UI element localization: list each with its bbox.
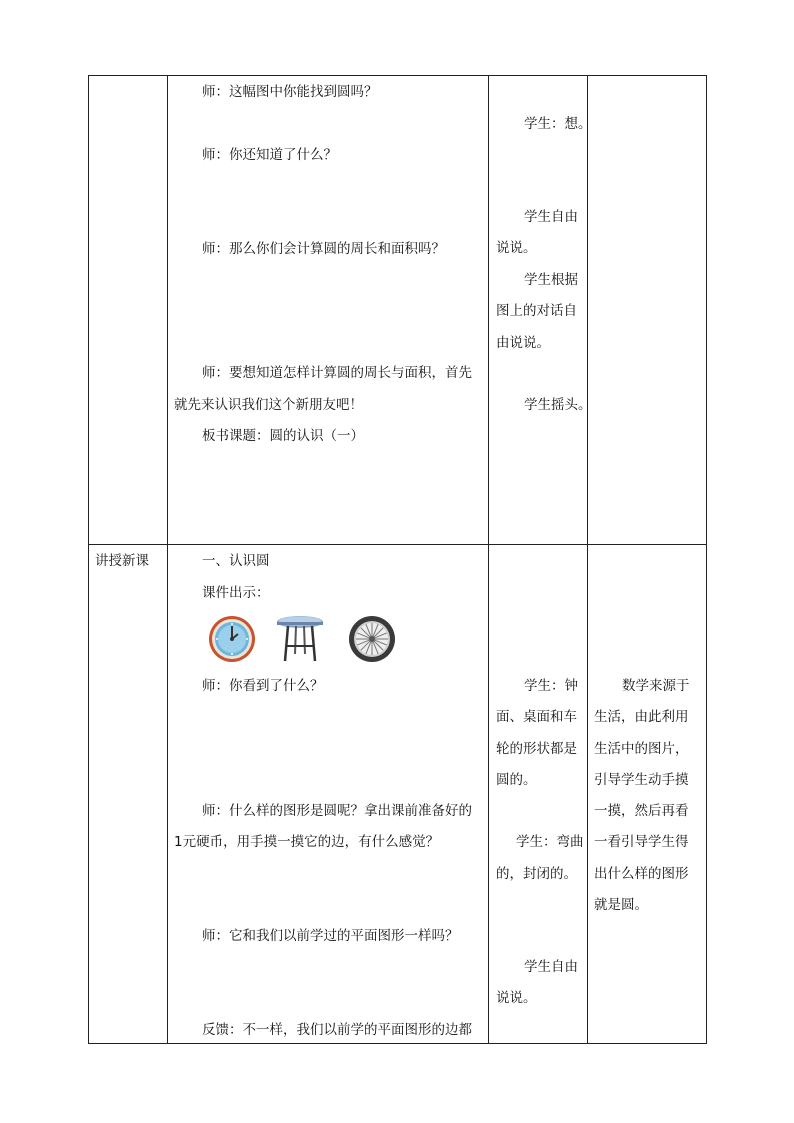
student-line: 轮的形状都是 — [496, 741, 577, 757]
table-row-divider — [88, 544, 707, 545]
note-line: 一摸，然后再看 — [594, 803, 689, 819]
student-line: 学生摇头。 — [524, 397, 592, 413]
student-line: 由说说。 — [496, 335, 550, 351]
teacher-line: 就先来认识我们这个新朋友吧！ — [174, 397, 363, 413]
teacher-line: 师：你还知道了什么？ — [202, 147, 337, 163]
wheel-icon — [347, 614, 397, 664]
student-line: 学生：弯曲 — [516, 834, 584, 850]
teacher-line: 师：什么样的图形是圆呢？拿出课前准备好的 — [202, 803, 472, 819]
student-line: 学生：想。 — [524, 116, 592, 132]
teacher-line: 反馈：不一样，我们以前学的平面图形的边都 — [202, 1022, 472, 1038]
student-line: 面、桌面和车 — [496, 709, 577, 725]
student-line: 图上的对话自 — [496, 303, 577, 319]
teacher-line: 1元硬币，用手摸一摸它的边，有什么感觉？ — [174, 834, 440, 850]
teacher-line: 师：这幅图中你能找到圆吗？ — [202, 84, 378, 100]
teacher-line: 师：它和我们以前学过的平面图形一样吗？ — [202, 928, 459, 944]
student-line: 说说。 — [496, 240, 537, 256]
table-border-bottom — [88, 1043, 707, 1044]
table-border-right — [706, 75, 707, 1044]
student-line: 圆的。 — [496, 772, 537, 788]
student-line: 学生自由 — [524, 959, 578, 975]
teacher-line: 课件出示： — [202, 585, 270, 601]
table-col-divider-3 — [587, 75, 588, 1044]
teacher-line: 一、认识圆 — [202, 553, 270, 569]
table-col-divider-2 — [488, 75, 489, 1044]
table-border-top — [88, 75, 707, 76]
student-line: 说说。 — [496, 990, 537, 1006]
table-icon — [274, 614, 326, 664]
teacher-line: 师：要想知道怎样计算圆的周长与面积，首先 — [202, 365, 472, 381]
student-line: 学生自由 — [524, 209, 578, 225]
student-line: 的，封闭的。 — [496, 866, 577, 882]
student-line: 学生根据 — [524, 272, 578, 288]
note-line: 就是圆。 — [594, 897, 648, 913]
table-col-divider-1 — [167, 75, 168, 1044]
table-border-left — [88, 75, 89, 1044]
teacher-line: 师：你看到了什么？ — [202, 678, 324, 694]
note-line: 生活中的图片， — [594, 741, 689, 757]
note-line: 出什么样的图形 — [594, 866, 689, 882]
row-label: 讲授新课 — [95, 553, 149, 569]
teacher-line: 板书课题：圆的认识（一） — [202, 428, 364, 444]
clock-icon — [207, 614, 257, 664]
note-line: 一看引导学生得 — [594, 834, 689, 850]
teacher-line: 师：那么你们会计算圆的周长和面积吗？ — [202, 241, 445, 257]
note-line: 数学来源于 — [622, 678, 690, 694]
student-line: 学生：钟 — [524, 678, 578, 694]
note-line: 引导学生动手摸 — [594, 772, 689, 788]
note-line: 生活，由此利用 — [594, 709, 689, 725]
